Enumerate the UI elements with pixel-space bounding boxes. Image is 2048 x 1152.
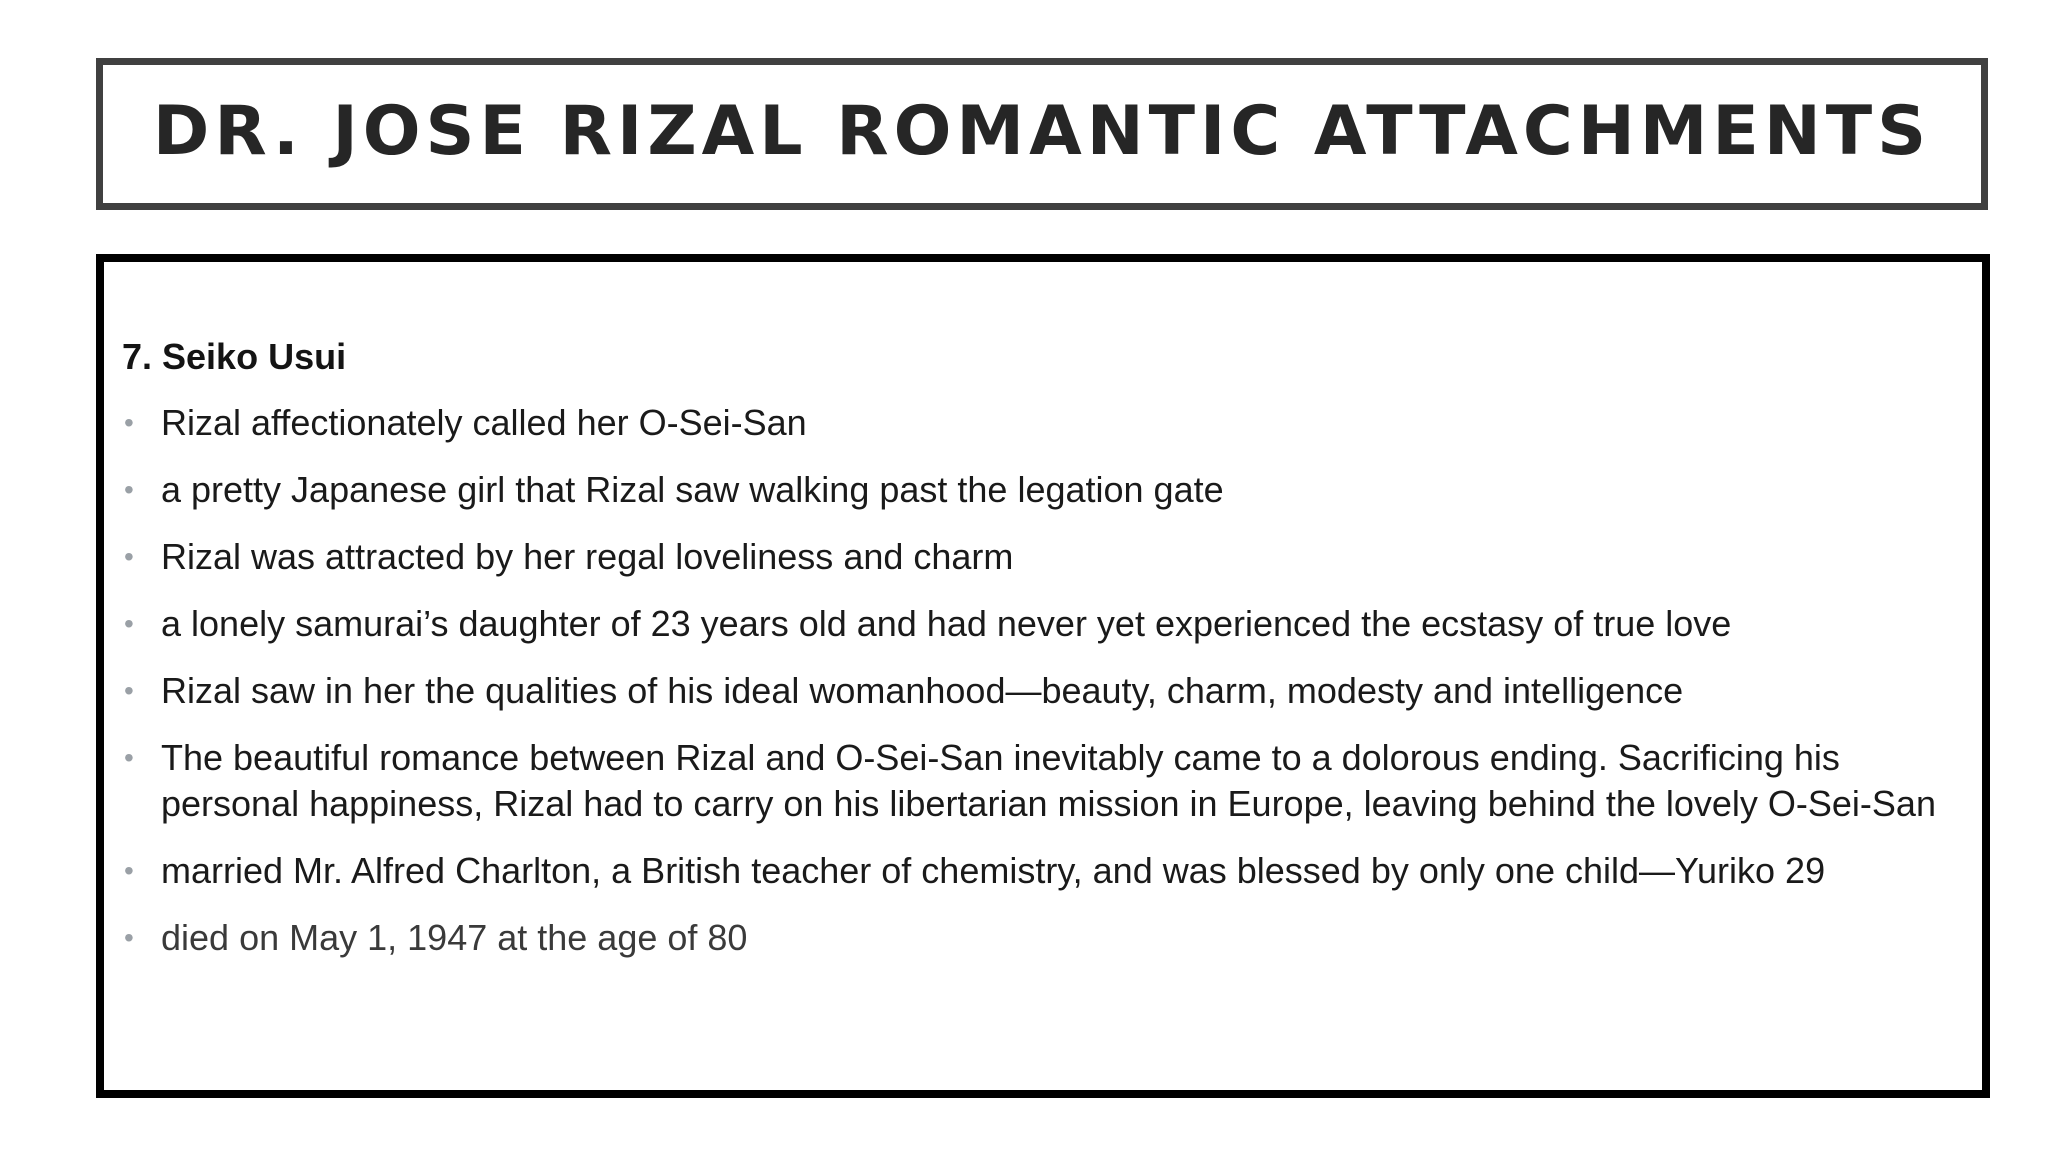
slide-title: DR. JOSE RIZAL ROMANTIC ATTACHMENTS — [152, 91, 1932, 171]
bullet-dot-icon: • — [124, 407, 134, 438]
bullet-item — [122, 400, 1958, 446]
bullet-list — [122, 400, 1958, 961]
bullet-text: Rizal affectionately called her O-Sei-San — [161, 402, 807, 443]
bullet-item — [122, 735, 1958, 827]
bullet-dot-icon: • — [124, 675, 134, 706]
bullet-text: died on May 1, 1947 at the age of 80 — [161, 917, 748, 958]
content-area — [122, 336, 1958, 982]
bullet-text: Rizal was attracted by her regal loveliness and charm — [161, 536, 1014, 577]
bullet-item — [122, 534, 1958, 580]
bullet-item — [122, 668, 1958, 714]
bullet-dot-icon: • — [124, 742, 134, 773]
bullet-dot-icon: • — [124, 922, 134, 953]
title-box — [96, 58, 1988, 210]
bullet-item — [122, 848, 1958, 894]
bullet-dot-icon: • — [124, 855, 134, 886]
bullet-item — [122, 915, 1958, 961]
bullet-text: Rizal saw in her the qualities of his ideal womanhood—beauty, charm, modesty and intelligence — [161, 670, 1684, 711]
bullet-item — [122, 601, 1958, 647]
bullet-dot-icon: • — [124, 608, 134, 639]
section-heading: 7. Seiko Usui — [122, 336, 347, 377]
bullet-text: married Mr. Alfred Charlton, a British teacher of chemistry, and was blessed by only one child—Yuriko 29 — [161, 850, 1826, 891]
bullet-item — [122, 467, 1958, 513]
bullet-text: The beautiful romance between Rizal and O-Sei-San inevitably came to a dolorous ending. Sacrificing his personal happiness, Rizal had to carry on his libertarian mission in Europe, leaving behind the lovely O-Sei-San — [161, 737, 1936, 824]
bullet-text: a pretty Japanese girl that Rizal saw walking past the legation gate — [161, 469, 1224, 510]
bullet-dot-icon: • — [124, 474, 134, 505]
bullet-dot-icon: • — [124, 541, 134, 572]
content-box — [96, 254, 1990, 1098]
bullet-text: a lonely samurai’s daughter of 23 years old and had never yet experienced the ecstasy of true love — [161, 603, 1732, 644]
